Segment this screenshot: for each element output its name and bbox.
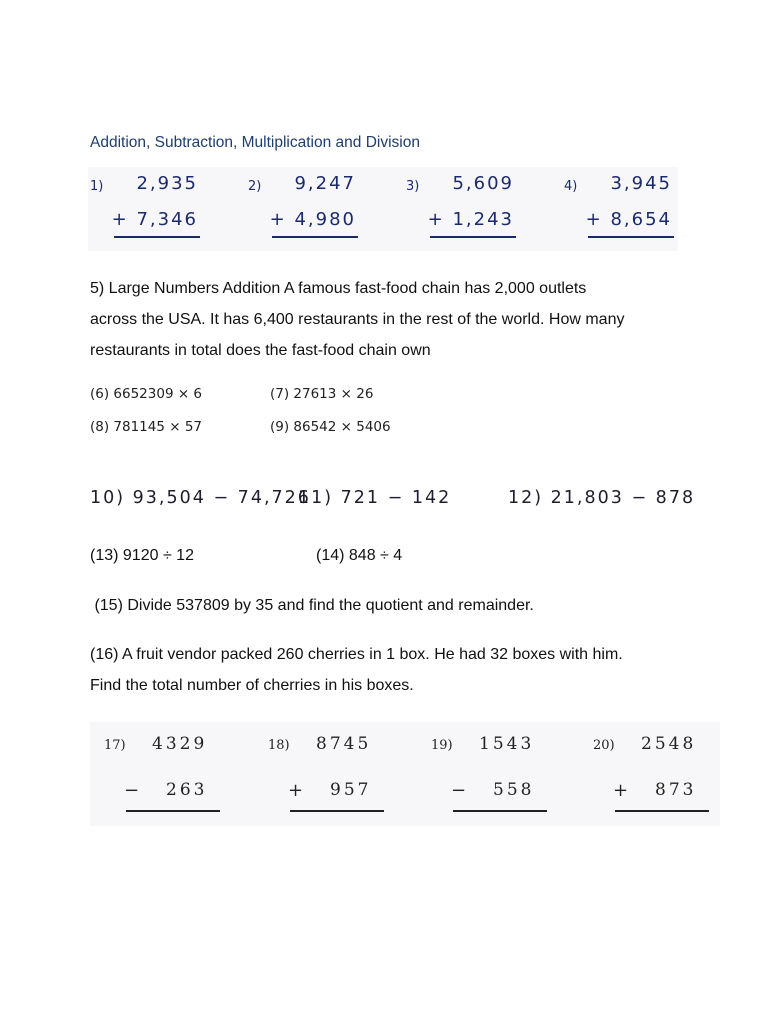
question-11: 11) 721 − 142: [298, 488, 452, 508]
question-14: (14) 848 ÷ 4: [316, 547, 403, 564]
problem-bottom-operand: 957: [330, 780, 372, 800]
question-7: (7) 27613 × 26: [270, 386, 374, 402]
question-9: (9) 86542 × 5406: [270, 419, 391, 435]
problem-bottom-operand: 558: [493, 780, 535, 800]
question-12: 12) 21,803 − 878: [508, 488, 696, 508]
question-13: (13) 9120 ÷ 12: [90, 547, 194, 564]
problem-top-operand: 4329: [152, 734, 208, 754]
mixed-problems-image: [90, 722, 720, 826]
problem-number: 19): [431, 738, 453, 753]
addition-problems-image: [88, 167, 678, 251]
problem-4: [562, 167, 682, 251]
question-16-line-1: (16) A fruit vendor packed 260 cherries in 1 box. He had 32 boxes with him.: [90, 646, 623, 663]
operator-sign: −: [451, 780, 467, 801]
sum-line: [114, 236, 200, 238]
problem-bottom-operand: [586, 209, 672, 230]
answer-line: [615, 810, 709, 812]
operator-sign: +: [269, 209, 287, 230]
bottom-value: 4,980: [294, 209, 356, 230]
question-16-line-2: Find the total number of cherries in his boxes.: [90, 677, 414, 694]
operator-sign: +: [288, 780, 304, 801]
question-5: [90, 273, 690, 366]
answer-line: [126, 810, 220, 812]
problem-3: [404, 167, 524, 251]
problem-bottom-operand: 263: [166, 780, 208, 800]
problem-bottom-operand: [112, 209, 198, 230]
problem-top-operand: 8745: [316, 734, 372, 754]
problem-bottom-operand: [428, 209, 514, 230]
question-16: [90, 639, 690, 701]
operator-sign: +: [585, 209, 603, 230]
problem-bottom-operand: [270, 209, 356, 230]
sum-line: [272, 236, 358, 238]
question-15: (15) Divide 537809 by 35 and find the quotient and remainder.: [90, 597, 534, 614]
bottom-value: 7,346: [136, 209, 198, 230]
question-5-line-1: 5) Large Numbers Addition A famous fast-food chain has 2,000 outlets: [90, 280, 587, 297]
operator-sign: +: [427, 209, 445, 230]
problem-1: [88, 167, 208, 251]
question-8: (8) 781145 × 57: [90, 419, 203, 435]
problem-top-operand: 5,609: [452, 173, 514, 194]
problem-17: [90, 722, 230, 826]
problem-top-operand: 2,935: [136, 173, 198, 194]
bottom-value: 1,243: [452, 209, 514, 230]
operator-sign: −: [124, 780, 140, 801]
problem-top-operand: 2548: [641, 734, 697, 754]
sum-line: [430, 236, 516, 238]
problem-number: 4): [564, 179, 578, 194]
problem-number: 17): [104, 738, 126, 753]
answer-line: [453, 810, 547, 812]
bottom-value: 8,654: [610, 209, 672, 230]
problem-number: 2): [248, 179, 262, 194]
page-title: Addition, Subtraction, Multiplication and Division: [90, 134, 420, 151]
problem-number: 20): [593, 738, 615, 753]
problem-19: [417, 722, 557, 826]
question-6: (6) 6652309 × 6: [90, 386, 203, 402]
operator-sign: +: [111, 209, 129, 230]
sum-line: [588, 236, 674, 238]
question-5-line-3: restaurants in total does the fast-food chain own: [90, 342, 431, 359]
problem-top-operand: 1543: [479, 734, 535, 754]
operator-sign: +: [613, 780, 629, 801]
problem-2: [246, 167, 366, 251]
problem-top-operand: 3,945: [610, 173, 672, 194]
problem-bottom-operand: 873: [655, 780, 697, 800]
subtraction-row: [88, 484, 696, 518]
problem-top-operand: 9,247: [294, 173, 356, 194]
question-10: 10) 93,504 − 74,726: [90, 488, 311, 508]
problem-number: 1): [90, 179, 104, 194]
problem-number: 3): [406, 179, 420, 194]
problem-18: [254, 722, 394, 826]
answer-line: [290, 810, 384, 812]
problem-20: [579, 722, 719, 826]
question-5-line-2: across the USA. It has 6,400 restaurants in the rest of the world. How many: [90, 311, 625, 328]
problem-number: 18): [268, 738, 290, 753]
